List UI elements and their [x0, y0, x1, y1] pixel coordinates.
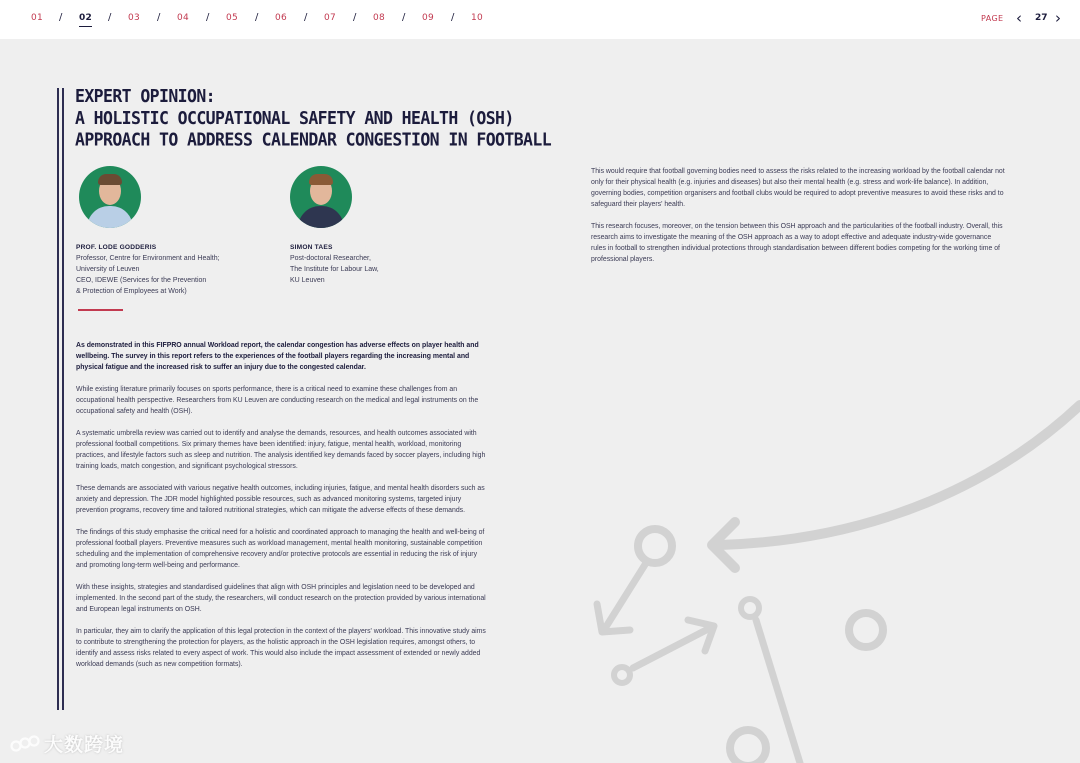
author-photo-godderis — [79, 166, 141, 228]
section-rule-inner — [62, 88, 64, 710]
tab-separator: / — [402, 12, 406, 23]
body-paragraph: These demands are associated with various negative health outcomes, including injuries, fatigue, and mental health disorders such as anxiety and depression. The JDR model highlighted possible resources, such as advanced monitoring systems, targeted injury prevention programs, recovery time and tailored nutritional strategies, which can mitigate the adverse effects of these demands. — [76, 485, 485, 514]
author-taes — [290, 242, 470, 286]
tab-05[interactable]: 05 — [226, 13, 239, 23]
watermark-text: 大数跨境 — [44, 735, 125, 756]
tab-07[interactable]: 07 — [324, 13, 337, 23]
body-paragraph: The findings of this study emphasise the critical need for a holistic and coordinated approach to managing the health and well-being of professional football players. Preventive measures such as workload management, mental health monitoring, sustainable competition scheduling and the implementation of comprehensive recovery and/or protective protocols are essential in reducing the risk of injury and promoting long-term well-being and performance. — [76, 529, 485, 569]
body-paragraph: While existing literature primarily focuses on sports performance, there is a critical need to examine these challenges from an occupational health perspective. Researchers from KU Leuven are conducting research on the medical and legal instruments on the occupational safety and health (OSH). — [76, 386, 479, 415]
tab-09[interactable]: 09 — [422, 13, 435, 23]
chevron-left-icon[interactable]: ‹ — [1016, 9, 1022, 27]
tab-separator: / — [255, 12, 259, 23]
tab-03[interactable]: 03 — [128, 13, 141, 23]
tab-02[interactable]: 02 — [79, 13, 93, 23]
author-role-line: & Protection of Employees at Work) — [76, 288, 187, 295]
body-paragraph: In particular, they aim to clarify the application of this legal protection in the context of the players' workload. This innovative study aims to contribute to strengthening the protection for players, as the holistic approach in the OSH legislation requires, amongst others, to identify and assess risks related to every aspect of work. This would also include the impact assessment of extended or newly added workload demands (such as new competition formats). — [76, 628, 486, 668]
body-paragraph: A systematic umbrella review was carried out to identify and analyse the demands, resources, and health outcomes associated with professional football competitions. Six primary themes have been identified: injury, fatigue, mental health, workload, monitoring practices, and lifestyle factors such as sleep and nutrition. The analysis identified key demands faced by soccer players, including high training loads, match congestion, and significant psychological stressors. — [76, 430, 486, 470]
right-text-column — [591, 166, 1006, 276]
author-godderis — [76, 242, 276, 297]
author-role-line: Post-doctoral Researcher, — [290, 255, 371, 262]
body-paragraph: With these insights, strategies and standardised guidelines that align with OSH principles and legislation need to be developed and implemented. In the second part of the study, the researchers, will conduct research on the protection provided by various international and European legal instruments on OSH. — [76, 584, 486, 613]
author-name: PROF. LODE GODDERIS — [76, 244, 157, 251]
tab-separator: / — [451, 12, 455, 23]
author-role-line: The Institute for Labour Law, — [290, 266, 379, 273]
accent-divider — [78, 309, 123, 311]
heading-line-3: APPROACH TO ADDRESS CALENDAR CONGESTION IN FOOTBALL — [75, 129, 552, 150]
watermark — [10, 730, 124, 757]
tab-separator: / — [206, 12, 210, 23]
left-text-column — [76, 340, 488, 681]
tab-01[interactable]: 01 — [31, 13, 44, 23]
tab-08[interactable]: 08 — [373, 13, 386, 23]
author-role-line: University of Leuven — [76, 266, 140, 273]
page-number: 27 — [1035, 13, 1048, 23]
heading-line-1: EXPERT OPINION: — [75, 86, 216, 107]
watermark-logo-icon — [10, 735, 40, 753]
author-role-line: CEO, IDEWE (Services for the Prevention — [76, 277, 207, 284]
section-rule-outer — [57, 88, 59, 710]
author-photo-taes — [290, 166, 352, 228]
tab-04[interactable]: 04 — [177, 13, 190, 23]
tab-separator: / — [108, 12, 112, 23]
tab-separator: / — [353, 12, 357, 23]
tab-10[interactable]: 10 — [471, 13, 484, 23]
author-role-line: KU Leuven — [290, 277, 325, 284]
tab-separator: / — [59, 12, 63, 23]
chevron-right-icon[interactable]: › — [1055, 9, 1061, 27]
tab-06[interactable]: 06 — [275, 13, 288, 23]
body-paragraph: This research focuses, moreover, on the tension between this OSH approach and the particularities of the football industry. Overall, this research aims to investigate the meaning of the OSH approach as a way to adopt effective and adequate industry-wide governance rules in football to strengthen individual protections through standardisation between different bodies competing for the working time of professional players. — [591, 223, 1003, 263]
page-label: PAGE — [981, 14, 1004, 23]
heading-line-2: A HOLISTIC OCCUPATIONAL SAFETY AND HEALTH (OSH) — [75, 107, 514, 129]
tab-separator: / — [304, 12, 308, 23]
intro-paragraph: As demonstrated in this FIFPRO annual Workload report, the calendar congestion has adverse effects on player health and wellbeing. The survey in this report refers to the experiences of the football players regarding the increasing mental and physical fatigue and the increased risk to suffer an injury due to the congested calendar. — [76, 342, 479, 371]
author-role-line: Professor, Centre for Environment and Health; — [76, 255, 220, 262]
body-paragraph: This would require that football governing bodies need to assess the risks related to the increasing workload by the football calendar not only for their physical health (e.g. injuries and diseases) but also their mental health (e.g. stress and work-life balance). In addition, governing bodies, competition organisers and football clubs would be required to adopt preventive measures to avoid these risks and to safeguard their players' health. — [591, 168, 1005, 208]
author-name: SIMON TAES — [290, 244, 333, 251]
article-heading — [75, 86, 552, 151]
tab-separator: / — [157, 12, 161, 23]
